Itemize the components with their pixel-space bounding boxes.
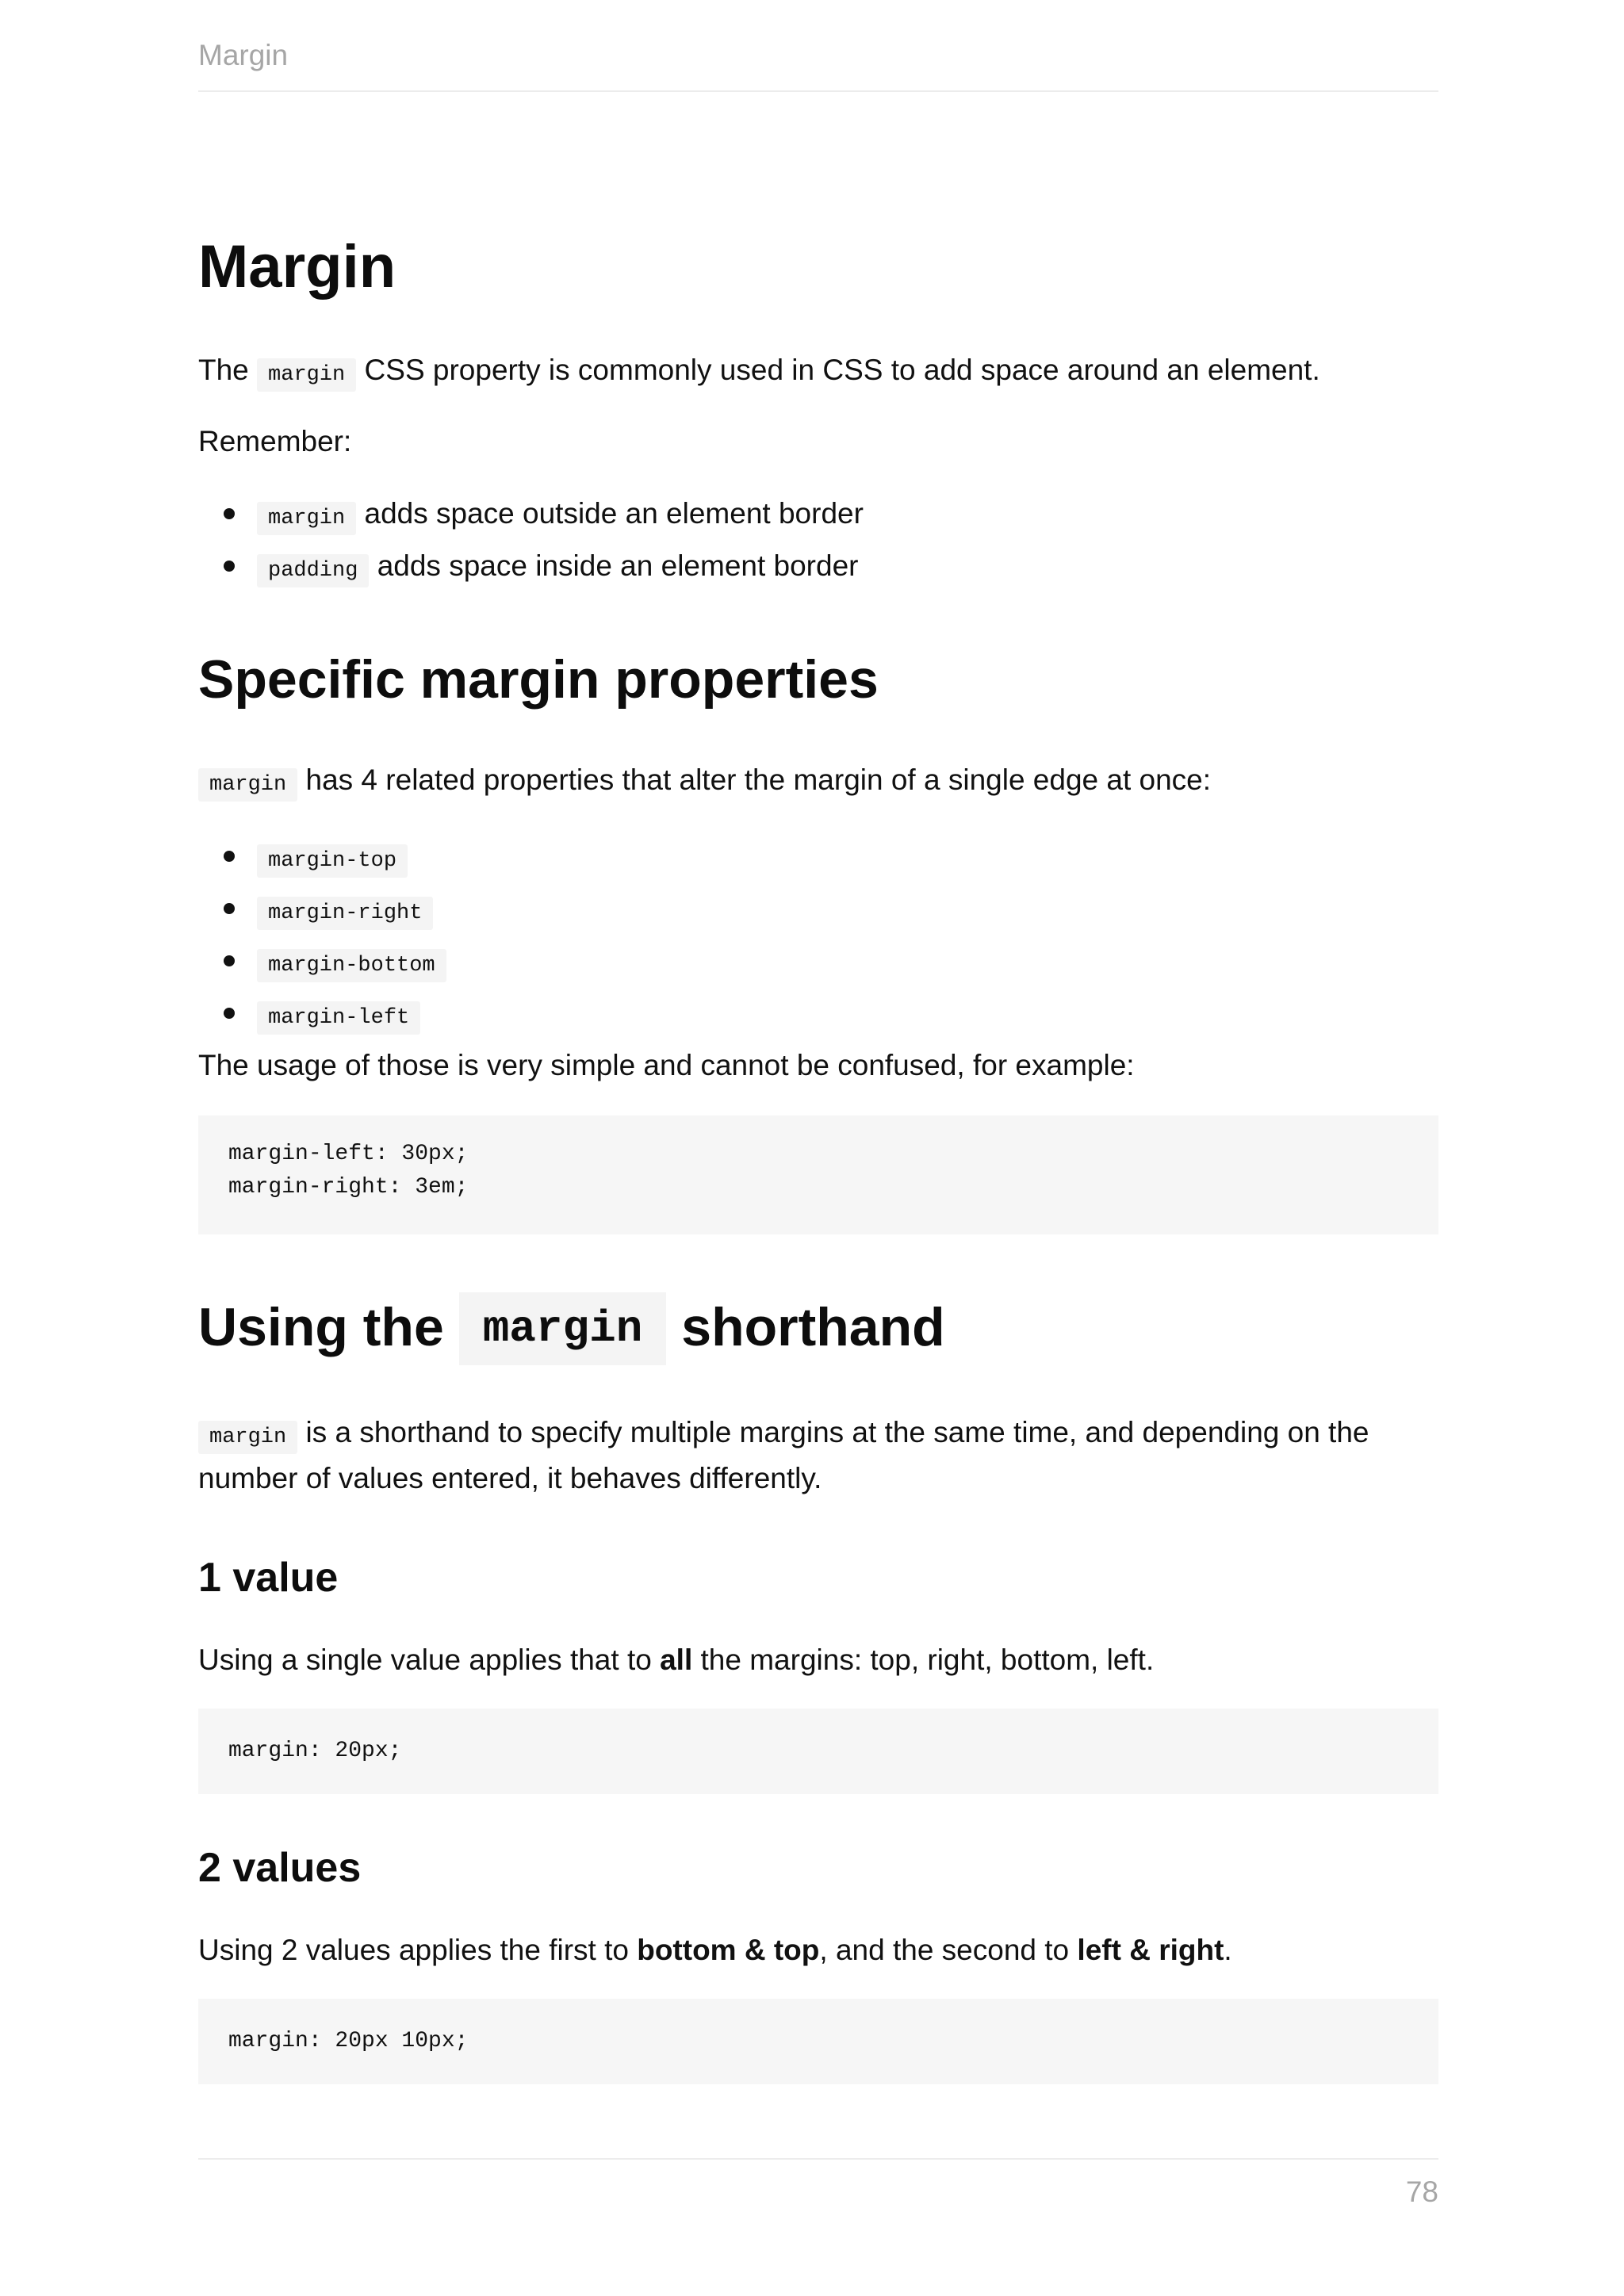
list-item [198,885,446,937]
code-block: margin: 20px 10px; [198,1999,1438,2084]
inline-code: margin [257,358,356,392]
page-number: 78 [1405,2175,1438,2208]
bullet-icon [224,1008,235,1019]
inline-code: margin [198,768,297,802]
inline-code: padding [257,554,369,587]
heading-1-value: 1 value [198,1555,339,1601]
heading-2-values: 2 values [198,1845,362,1891]
list-item [198,937,446,989]
shorthand-intro-line-2: number of values entered, it behaves differently. [198,1462,822,1494]
heading-margin: Margin [198,233,396,300]
remember-list [198,490,864,595]
bullet-icon [224,508,235,519]
margin-properties-list [198,832,446,1042]
inline-code: margin-left [257,1001,420,1035]
inline-code: margin-bottom [257,949,446,982]
list-item [198,989,446,1042]
code-block: margin: 20px; [198,1709,1438,1794]
bullet-icon [224,851,235,862]
bullet-icon [224,955,235,966]
inline-code: margin-top [257,844,408,878]
inline-code: margin [198,1421,297,1454]
bullet-icon [224,561,235,572]
page-footer [198,2158,1438,2208]
heading-using-margin-shorthand: Using the margin shorthand [198,1292,945,1365]
two-values-paragraph: Using 2 values applies the first to bottom & top, and the second to left & right. [198,1934,1232,1966]
shorthand-intro-line-1: margin is a shorthand to specify multiple margins at the same time, and depending on the [198,1410,1369,1460]
page-header [198,35,1438,92]
usage-paragraph: The usage of those is very simple and cannot be confused, for example: [198,1049,1135,1081]
list-item [198,832,446,885]
inline-code: margin [257,502,356,535]
heading-inline-code: margin [459,1292,667,1365]
one-value-paragraph: Using a single value applies that to all the margins: top, right, bottom, left. [198,1644,1155,1676]
list-item: padding adds space inside an element border [198,542,864,595]
code-block: margin-left: 30px; margin-right: 3em; [198,1115,1438,1234]
list-item: margin adds space outside an element border [198,490,864,542]
remember-label: Remember: [198,425,352,457]
inline-code: margin-right [257,897,433,930]
bullet-icon [224,903,235,914]
heading-specific-margin-properties: Specific margin properties [198,649,879,710]
specific-intro-paragraph: margin has 4 related properties that alter the margin of a single edge at once: [198,757,1211,808]
running-header-title: Margin [198,39,289,71]
margin-intro-paragraph: The margin CSS property is commonly used in CSS to add space around an element. [198,347,1320,398]
